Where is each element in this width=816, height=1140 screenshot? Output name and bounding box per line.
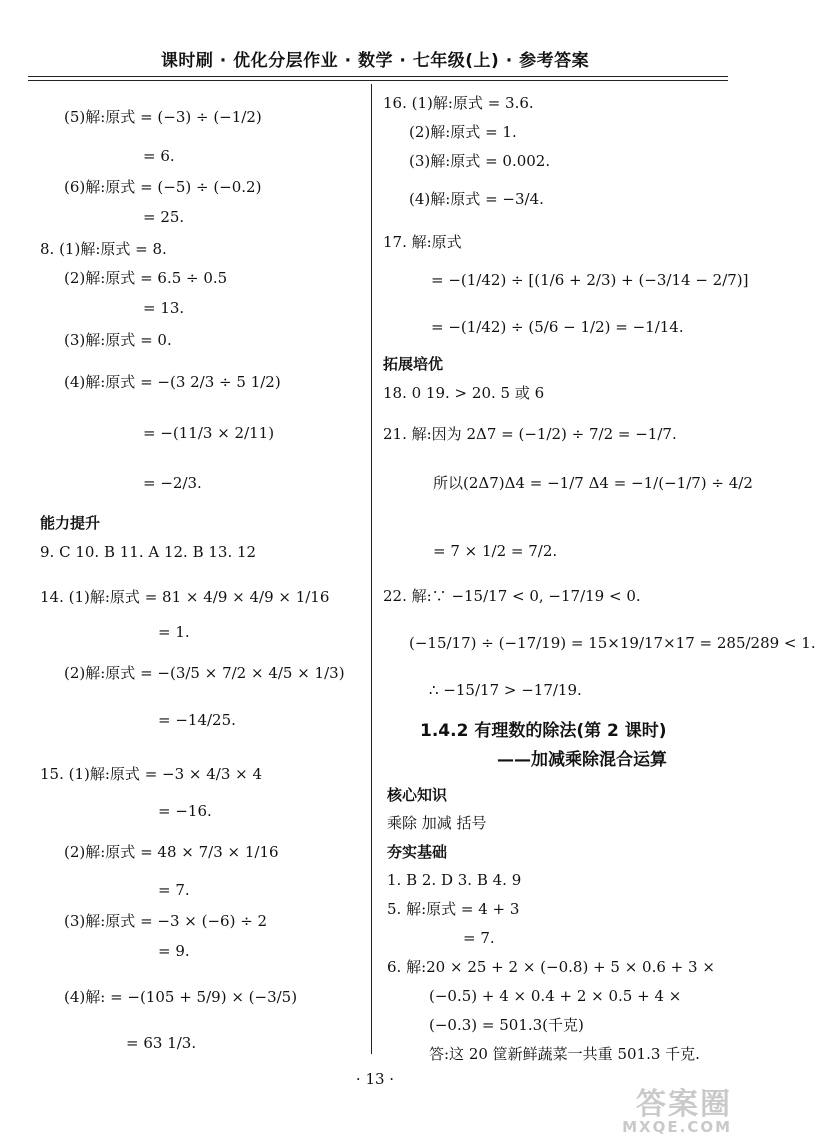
answer-line: = 63 1/3. [126, 1034, 197, 1052]
answer-line: (−0.5) + 4 × 0.4 + 2 × 0.5 + 4 × [429, 987, 682, 1005]
answer-line: 8. (1)解:原式 = 8. [40, 240, 167, 258]
answer-line: 乘除 加减 括号 [387, 814, 487, 832]
answer-line: (4)解: = −(105 + 5/9) × (−3/5) [64, 988, 298, 1006]
watermark-text: 答案圈 [636, 1087, 732, 1122]
answer-line: 22. 解:∵ −15/17 < 0, −17/19 < 0. [383, 587, 641, 605]
answer-line: (2)解:原式 = 6.5 ÷ 0.5 [64, 269, 228, 287]
answer-line: = 6. [143, 147, 175, 165]
answer-line: 所以(2Δ7)Δ4 = −1/7 Δ4 = −1/(−1/7) ÷ 4/2 [433, 474, 753, 492]
answer-line: (2)解:原式 = −(3/5 × 7/2 × 4/5 × 1/3) [64, 664, 345, 682]
header-rule-thin [28, 80, 728, 81]
answer-line: (2)解:原式 = 1. [409, 123, 517, 141]
answer-line: (6)解:原式 = (−5) ÷ (−0.2) [64, 178, 262, 196]
column-divider [371, 84, 372, 1054]
watermark-url: MXQE.COM [622, 1118, 732, 1136]
answer-line: = −2/3. [143, 474, 202, 492]
answer-line: (3)解:原式 = 0.002. [409, 152, 551, 170]
section-title: 1.4.2 有理数的除法(第 2 课时) [420, 721, 667, 741]
section-heading: 能力提升 [40, 514, 101, 532]
answer-line: (3)解:原式 = −3 × (−6) ÷ 2 [64, 912, 268, 930]
answer-line: (5)解:原式 = (−3) ÷ (−1/2) [64, 108, 262, 126]
watermark-logo [612, 1087, 732, 1136]
answer-line: = 7. [463, 929, 495, 947]
answer-line: 21. 解:因为 2Δ7 = (−1/2) ÷ 7/2 = −1/7. [383, 425, 677, 443]
answer-line: (3)解:原式 = 0. [64, 331, 172, 349]
answer-line: 17. 解:原式 [383, 233, 462, 251]
answer-line: (4)解:原式 = −(3 2/3 ÷ 5 1/2) [64, 373, 281, 391]
answer-line: = 7 × 1/2 = 7/2. [433, 542, 558, 560]
section-heading: 夯实基础 [387, 843, 448, 861]
answer-line: = 1. [158, 623, 190, 641]
answer-line: 14. (1)解:原式 = 81 × 4/9 × 4/9 × 1/16 [40, 588, 330, 606]
answer-line: 15. (1)解:原式 = −3 × 4/3 × 4 [40, 765, 263, 783]
answer-line: = −16. [158, 802, 212, 820]
answer-line: = −(1/42) ÷ (5/6 − 1/2) = −1/14. [431, 318, 684, 336]
page-header: 课时刷 · 优化分层作业 · 数学 · 七年级(上) · 参考答案 [160, 51, 590, 71]
answer-line: 16. (1)解:原式 = 3.6. [383, 94, 534, 112]
answer-line: = 9. [158, 942, 190, 960]
page-number: · 13 · [355, 1070, 395, 1088]
answer-line: 5. 解:原式 = 4 + 3 [387, 900, 520, 918]
answer-line: = 7. [158, 881, 190, 899]
answer-line: 9. C 10. B 11. A 12. B 13. 12 [40, 543, 257, 561]
answer-line: = −(11/3 × 2/11) [143, 424, 275, 442]
answer-line: (4)解:原式 = −3/4. [409, 190, 544, 208]
section-subtitle: ——加减乘除混合运算 [497, 750, 667, 770]
answer-line: = 25. [143, 208, 185, 226]
answer-line: 18. 0 19. > 20. 5 或 6 [383, 384, 545, 402]
answer-line: (2)解:原式 = 48 × 7/3 × 1/16 [64, 843, 279, 861]
answer-line: (−15/17) ÷ (−17/19) = 15×19/17×17 = 285/289 < 1. [409, 634, 816, 652]
answer-line: 1. B 2. D 3. B 4. 9 [387, 871, 522, 889]
section-heading: 核心知识 [387, 786, 448, 804]
answer-line: (−0.3) = 501.3(千克) [429, 1016, 584, 1034]
answer-line: ∴ −15/17 > −17/19. [429, 681, 582, 699]
section-heading: 拓展培优 [383, 355, 444, 373]
answer-line: 6. 解:20 × 25 + 2 × (−0.8) + 5 × 0.6 + 3 × [387, 958, 715, 976]
answer-line: = 13. [143, 299, 185, 317]
answer-line: = −14/25. [158, 711, 236, 729]
answer-line: 答:这 20 筐新鲜蔬菜一共重 501.3 千克. [429, 1045, 700, 1063]
answer-line: = −(1/42) ÷ [(1/6 + 2/3) + (−3/14 − 2/7)] [431, 271, 749, 289]
header-rule [28, 76, 728, 77]
